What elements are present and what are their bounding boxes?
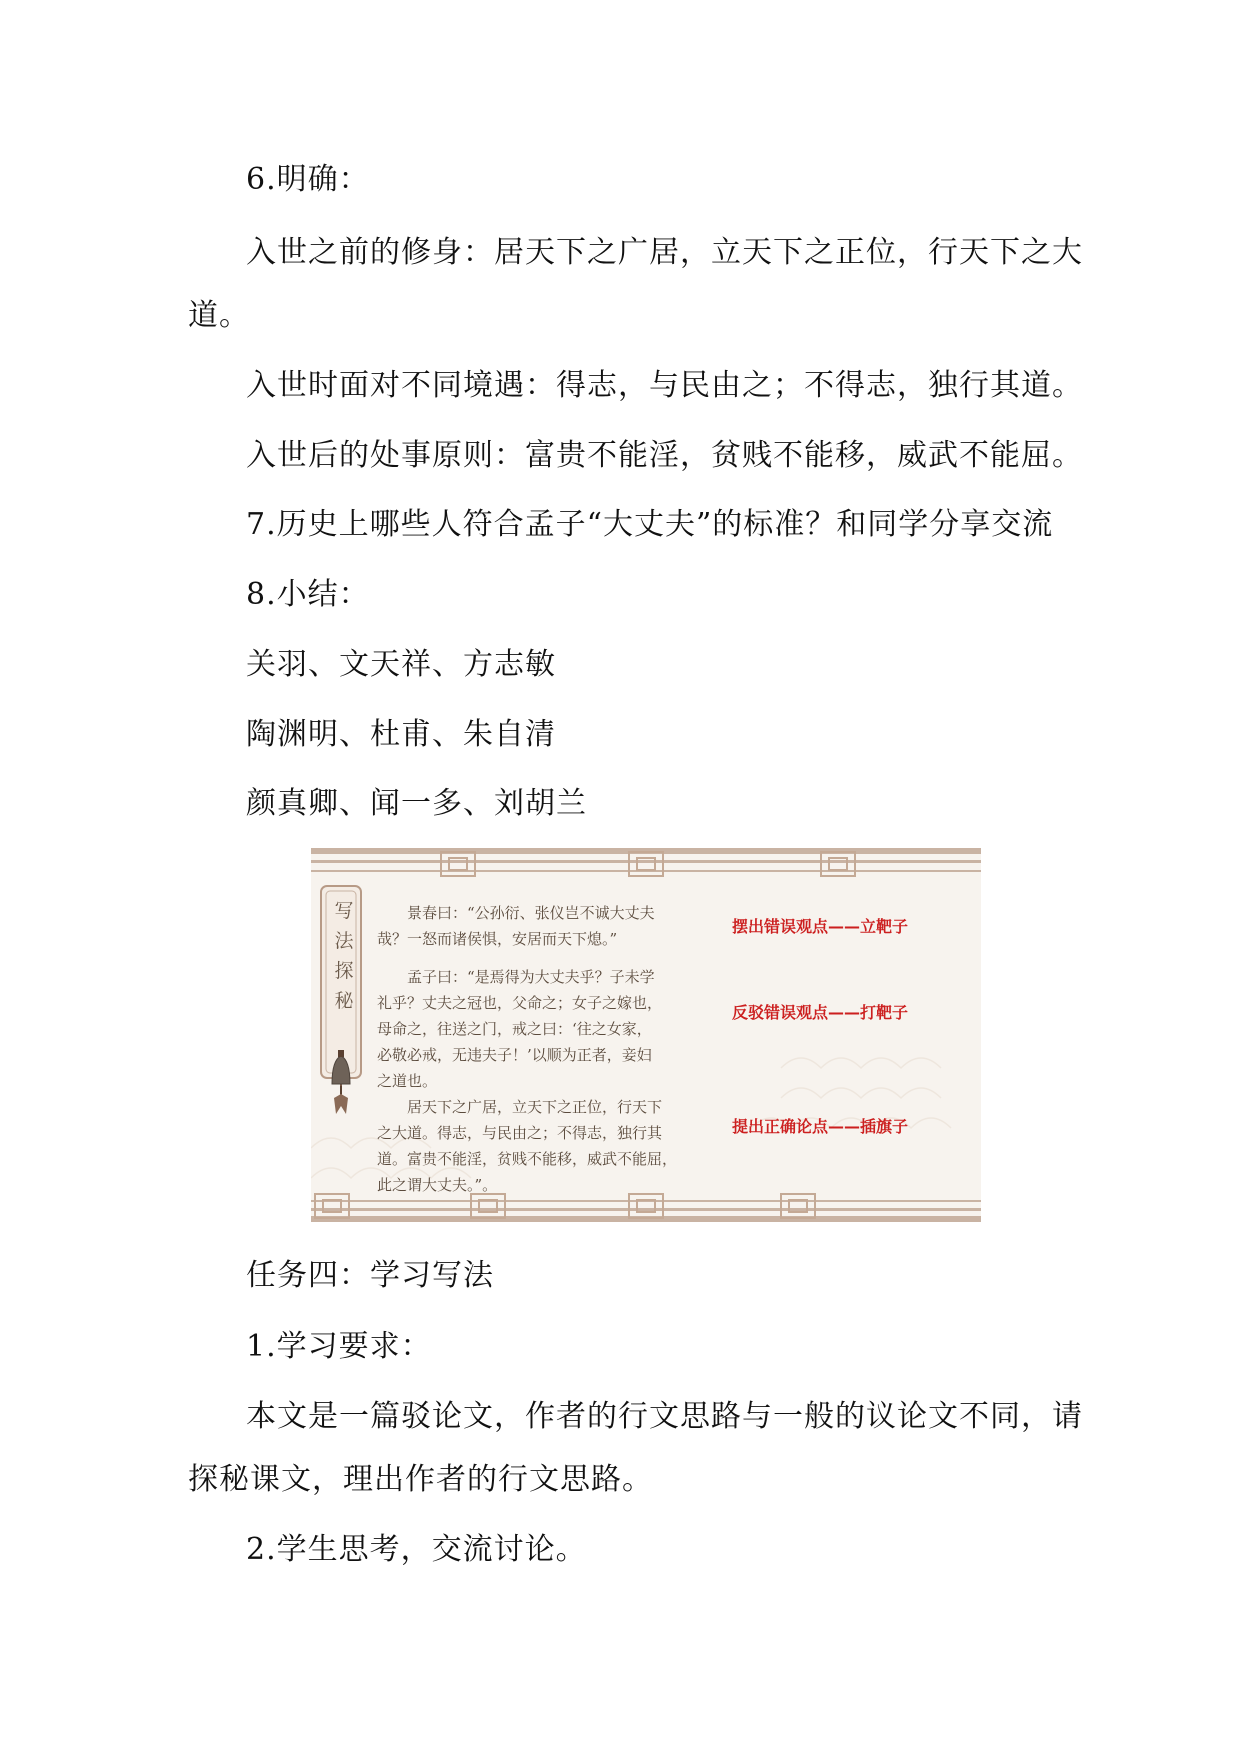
quote-line: 道。富贵不能淫，贫贱不能移，威武不能屈， [377, 1150, 678, 1168]
line-8-xiaojie: 8.小结： [246, 577, 370, 612]
line-task-four: 任务四：学习写法 [246, 1258, 494, 1293]
label-li-bazi: 摆出错误观点——立靶子 [732, 917, 909, 936]
quote-line: 孟子曰：“是焉得为大丈夫乎？子未学 [407, 968, 655, 986]
quote-line: 居天下之广居，立天下之正位，行天下 [407, 1098, 663, 1116]
quote-line: 景春曰：“公孙衍、张仪岂不诚大丈夫 [407, 904, 655, 922]
quote-jingchun [377, 900, 655, 952]
scroll-char: 秘 [334, 990, 354, 1012]
line-names-1: 关羽、文天祥、方志敏 [246, 647, 556, 682]
line-requirement-text: 本文是一篇驳论文，作者的行文思路与一般的议论文不同，请 [246, 1399, 1083, 1434]
label-cha-qizi: 提出正确论点——插旗子 [732, 1117, 909, 1136]
line-xiushen: 入世之前的修身：居天下之广居，立天下之正位，行天下之大 [246, 235, 1083, 270]
line-1-requirement: 1.学习要求： [246, 1329, 432, 1364]
line-xiushen-cont: 道。 [188, 298, 250, 333]
quote-line: 必敬必戒，无违夫子！’以顺为正者，妾妇 [377, 1046, 652, 1064]
scroll-char: 探 [334, 960, 354, 982]
line-names-2: 陶渊明、杜甫、朱自清 [246, 717, 556, 752]
wind-chime-icon [324, 1026, 358, 1116]
line-jingyu: 入世时面对不同境遇：得志，与民由之；不得志，独行其道。 [246, 368, 1083, 403]
line-requirement-cont: 探秘课文，理出作者的行文思路。 [188, 1462, 653, 1497]
label-da-bazi: 反驳错误观点——打靶子 [732, 1003, 909, 1022]
line-2-discussion: 2.学生思考，交流讨论。 [246, 1532, 587, 1567]
line-6-mingque: 6.明确： [246, 162, 370, 197]
quote-dazhangfu [377, 1094, 677, 1198]
scroll-title [329, 896, 359, 1016]
quote-line: 礼乎？丈夫之冠也，父命之；女子之嫁也， [377, 994, 663, 1012]
scroll-char: 法 [334, 930, 354, 952]
quote-line: 此之谓大丈夫。”。 [377, 1176, 498, 1194]
line-7-question: 7.历史上哪些人符合孟子“大丈夫”的标准？和同学分享交流 [246, 507, 1054, 542]
quote-line: 之大道。得志，与民由之；不得志，独行其 [377, 1124, 663, 1142]
scroll-char: 写 [334, 900, 354, 922]
quote-line: 母命之，往送之门，戒之曰：‘往之女家， [377, 1020, 652, 1038]
quote-mengzi [377, 964, 662, 1094]
line-yuanze: 入世后的处事原则：富贵不能淫，贫贱不能移，威武不能屈。 [246, 438, 1083, 473]
line-names-3: 颜真卿、闻一多、刘胡兰 [246, 786, 587, 821]
writing-method-slide [311, 848, 981, 1222]
quote-line: 之道也。 [377, 1072, 438, 1090]
quote-line: 哉？一怒而诸侯惧，安居而天下熄。” [377, 930, 618, 948]
